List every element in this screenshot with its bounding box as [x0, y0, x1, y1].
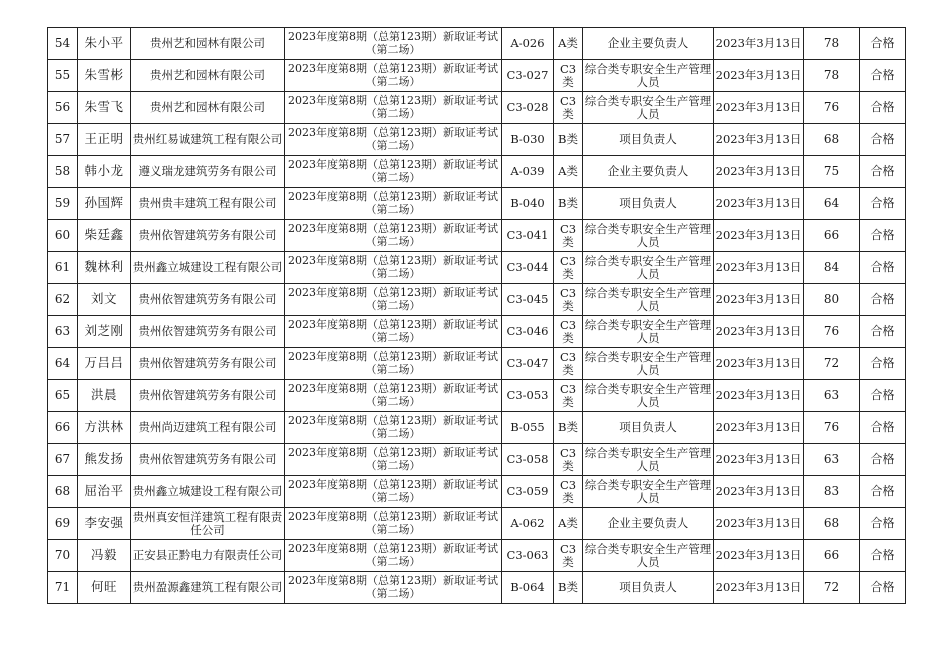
score: 83 [804, 476, 860, 508]
candidate-code: C3-047 [502, 348, 554, 380]
result-status: 合格 [860, 60, 906, 92]
candidate-code: C3-053 [502, 380, 554, 412]
score: 76 [804, 412, 860, 444]
row-number: 67 [48, 444, 78, 476]
score: 64 [804, 188, 860, 220]
category-type: C3类 [554, 92, 583, 124]
exam-session: 2023年度第8期（总第123期）新取证考试（第二场） [285, 92, 502, 124]
candidate-name: 朱小平 [78, 28, 131, 60]
exam-session: 2023年度第8期（总第123期）新取证考试（第二场） [285, 572, 502, 604]
candidate-name: 洪晨 [78, 380, 131, 412]
company-name: 贵州红易诚建筑工程有限公司 [131, 124, 285, 156]
score: 76 [804, 92, 860, 124]
table-row [48, 252, 906, 284]
exam-session: 2023年度第8期（总第123期）新取证考试（第二场） [285, 476, 502, 508]
candidate-code: A-026 [502, 28, 554, 60]
exam-date: 2023年3月13日 [714, 220, 804, 252]
row-number: 59 [48, 188, 78, 220]
exam-session: 2023年度第8期（总第123期）新取证考试（第二场） [285, 412, 502, 444]
company-name: 贵州艺和园林有限公司 [131, 92, 285, 124]
score: 76 [804, 316, 860, 348]
company-name: 贵州艺和园林有限公司 [131, 60, 285, 92]
category-type: C3类 [554, 220, 583, 252]
table-row [48, 316, 906, 348]
candidate-name: 朱雪飞 [78, 92, 131, 124]
position-role: 综合类专职安全生产管理人员 [583, 444, 714, 476]
exam-date: 2023年3月13日 [714, 60, 804, 92]
result-status: 合格 [860, 284, 906, 316]
row-number: 68 [48, 476, 78, 508]
row-number: 64 [48, 348, 78, 380]
exam-session: 2023年度第8期（总第123期）新取证考试（第二场） [285, 348, 502, 380]
score: 63 [804, 444, 860, 476]
category-type: B类 [554, 412, 583, 444]
position-role: 综合类专职安全生产管理人员 [583, 316, 714, 348]
candidate-code: B-064 [502, 572, 554, 604]
position-role: 综合类专职安全生产管理人员 [583, 540, 714, 572]
category-type: C3类 [554, 444, 583, 476]
position-role: 综合类专职安全生产管理人员 [583, 284, 714, 316]
category-type: C3类 [554, 380, 583, 412]
exam-date: 2023年3月13日 [714, 316, 804, 348]
score: 66 [804, 220, 860, 252]
company-name: 贵州依智建筑劳务有限公司 [131, 316, 285, 348]
exam-date: 2023年3月13日 [714, 28, 804, 60]
position-role: 综合类专职安全生产管理人员 [583, 476, 714, 508]
table-row [48, 220, 906, 252]
row-number: 69 [48, 508, 78, 540]
result-status: 合格 [860, 540, 906, 572]
category-type: C3类 [554, 348, 583, 380]
exam-date: 2023年3月13日 [714, 284, 804, 316]
exam-date: 2023年3月13日 [714, 476, 804, 508]
position-role: 综合类专职安全生产管理人员 [583, 252, 714, 284]
result-status: 合格 [860, 380, 906, 412]
candidate-code: C3-044 [502, 252, 554, 284]
score: 72 [804, 348, 860, 380]
exam-date: 2023年3月13日 [714, 92, 804, 124]
exam-session: 2023年度第8期（总第123期）新取证考试（第二场） [285, 28, 502, 60]
exam-session: 2023年度第8期（总第123期）新取证考试（第二场） [285, 316, 502, 348]
category-type: C3类 [554, 540, 583, 572]
company-name: 贵州鑫立城建设工程有限公司 [131, 252, 285, 284]
exam-session: 2023年度第8期（总第123期）新取证考试（第二场） [285, 60, 502, 92]
score: 68 [804, 508, 860, 540]
candidate-code: C3-045 [502, 284, 554, 316]
row-number: 70 [48, 540, 78, 572]
category-type: C3类 [554, 476, 583, 508]
result-status: 合格 [860, 412, 906, 444]
row-number: 65 [48, 380, 78, 412]
candidate-code: C3-027 [502, 60, 554, 92]
position-role: 项目负责人 [583, 572, 714, 604]
company-name: 贵州依智建筑劳务有限公司 [131, 220, 285, 252]
table-row [48, 156, 906, 188]
company-name: 贵州艺和园林有限公司 [131, 28, 285, 60]
score: 68 [804, 124, 860, 156]
position-role: 企业主要负责人 [583, 156, 714, 188]
candidate-name: 熊发扬 [78, 444, 131, 476]
position-role: 企业主要负责人 [583, 28, 714, 60]
row-number: 60 [48, 220, 78, 252]
candidate-name: 万吕吕 [78, 348, 131, 380]
candidate-code: C3-058 [502, 444, 554, 476]
position-role: 综合类专职安全生产管理人员 [583, 380, 714, 412]
exam-session: 2023年度第8期（总第123期）新取证考试（第二场） [285, 124, 502, 156]
table-row [48, 508, 906, 540]
exam-date: 2023年3月13日 [714, 412, 804, 444]
company-name: 贵州依智建筑劳务有限公司 [131, 444, 285, 476]
category-type: A类 [554, 156, 583, 188]
exam-session: 2023年度第8期（总第123期）新取证考试（第二场） [285, 188, 502, 220]
table-row [48, 124, 906, 156]
candidate-name: 何旺 [78, 572, 131, 604]
row-number: 58 [48, 156, 78, 188]
exam-session: 2023年度第8期（总第123期）新取证考试（第二场） [285, 284, 502, 316]
candidate-code: A-062 [502, 508, 554, 540]
result-status: 合格 [860, 252, 906, 284]
result-status: 合格 [860, 476, 906, 508]
exam-session: 2023年度第8期（总第123期）新取证考试（第二场） [285, 220, 502, 252]
exam-session: 2023年度第8期（总第123期）新取证考试（第二场） [285, 252, 502, 284]
candidate-name: 魏林利 [78, 252, 131, 284]
result-status: 合格 [860, 348, 906, 380]
candidate-code: B-055 [502, 412, 554, 444]
category-type: C3类 [554, 284, 583, 316]
exam-session: 2023年度第8期（总第123期）新取证考试（第二场） [285, 540, 502, 572]
row-number: 63 [48, 316, 78, 348]
table-row [48, 380, 906, 412]
candidate-name: 屈治平 [78, 476, 131, 508]
category-type: C3类 [554, 316, 583, 348]
score: 78 [804, 28, 860, 60]
result-status: 合格 [860, 316, 906, 348]
exam-results-table [47, 27, 906, 604]
result-status: 合格 [860, 220, 906, 252]
score: 78 [804, 60, 860, 92]
exam-date: 2023年3月13日 [714, 380, 804, 412]
company-name: 贵州真安恒洋建筑工程有限责任公司 [131, 508, 285, 540]
category-type: B类 [554, 188, 583, 220]
candidate-name: 孙国辉 [78, 188, 131, 220]
category-type: C3类 [554, 60, 583, 92]
candidate-name: 冯毅 [78, 540, 131, 572]
exam-date: 2023年3月13日 [714, 572, 804, 604]
company-name: 正安县正黔电力有限责任公司 [131, 540, 285, 572]
position-role: 综合类专职安全生产管理人员 [583, 92, 714, 124]
table-row [48, 188, 906, 220]
exam-date: 2023年3月13日 [714, 444, 804, 476]
candidate-name: 朱雪彬 [78, 60, 131, 92]
category-type: B类 [554, 124, 583, 156]
company-name: 贵州依智建筑劳务有限公司 [131, 284, 285, 316]
table-row [48, 540, 906, 572]
table-row [48, 284, 906, 316]
table-row [48, 572, 906, 604]
candidate-code: C3-046 [502, 316, 554, 348]
position-role: 综合类专职安全生产管理人员 [583, 220, 714, 252]
category-type: B类 [554, 572, 583, 604]
score: 84 [804, 252, 860, 284]
row-number: 61 [48, 252, 78, 284]
table-row [48, 444, 906, 476]
exam-session: 2023年度第8期（总第123期）新取证考试（第二场） [285, 508, 502, 540]
exam-date: 2023年3月13日 [714, 156, 804, 188]
exam-date: 2023年3月13日 [714, 188, 804, 220]
score: 72 [804, 572, 860, 604]
exam-date: 2023年3月13日 [714, 508, 804, 540]
result-status: 合格 [860, 572, 906, 604]
company-name: 贵州鑫立城建设工程有限公司 [131, 476, 285, 508]
result-status: 合格 [860, 124, 906, 156]
result-status: 合格 [860, 156, 906, 188]
company-name: 贵州盈源鑫建筑工程有限公司 [131, 572, 285, 604]
exam-session: 2023年度第8期（总第123期）新取证考试（第二场） [285, 156, 502, 188]
candidate-code: C3-041 [502, 220, 554, 252]
candidate-code: A-039 [502, 156, 554, 188]
result-status: 合格 [860, 28, 906, 60]
table-row [48, 28, 906, 60]
exam-date: 2023年3月13日 [714, 252, 804, 284]
position-role: 项目负责人 [583, 124, 714, 156]
row-number: 54 [48, 28, 78, 60]
category-type: A类 [554, 508, 583, 540]
candidate-code: C3-028 [502, 92, 554, 124]
table-row [48, 92, 906, 124]
candidate-code: C3-059 [502, 476, 554, 508]
score: 66 [804, 540, 860, 572]
row-number: 57 [48, 124, 78, 156]
row-number: 62 [48, 284, 78, 316]
row-number: 55 [48, 60, 78, 92]
exam-session: 2023年度第8期（总第123期）新取证考试（第二场） [285, 380, 502, 412]
company-name: 贵州依智建筑劳务有限公司 [131, 348, 285, 380]
candidate-code: B-040 [502, 188, 554, 220]
table-row [48, 60, 906, 92]
table-body [48, 28, 906, 604]
table-row [48, 476, 906, 508]
company-name: 贵州贵丰建筑工程有限公司 [131, 188, 285, 220]
position-role: 综合类专职安全生产管理人员 [583, 348, 714, 380]
table-row [48, 348, 906, 380]
category-type: A类 [554, 28, 583, 60]
candidate-code: B-030 [502, 124, 554, 156]
table-row [48, 412, 906, 444]
score: 80 [804, 284, 860, 316]
row-number: 56 [48, 92, 78, 124]
candidate-name: 刘文 [78, 284, 131, 316]
row-number: 71 [48, 572, 78, 604]
company-name: 贵州尚迈建筑工程有限公司 [131, 412, 285, 444]
candidate-name: 柴廷鑫 [78, 220, 131, 252]
candidate-name: 方洪林 [78, 412, 131, 444]
score: 63 [804, 380, 860, 412]
row-number: 66 [48, 412, 78, 444]
candidate-name: 刘芝刚 [78, 316, 131, 348]
position-role: 项目负责人 [583, 188, 714, 220]
candidate-name: 韩小龙 [78, 156, 131, 188]
candidate-name: 李安强 [78, 508, 131, 540]
exam-date: 2023年3月13日 [714, 124, 804, 156]
position-role: 企业主要负责人 [583, 508, 714, 540]
position-role: 综合类专职安全生产管理人员 [583, 60, 714, 92]
candidate-code: C3-063 [502, 540, 554, 572]
result-status: 合格 [860, 508, 906, 540]
position-role: 项目负责人 [583, 412, 714, 444]
exam-session: 2023年度第8期（总第123期）新取证考试（第二场） [285, 444, 502, 476]
exam-date: 2023年3月13日 [714, 348, 804, 380]
score: 75 [804, 156, 860, 188]
result-status: 合格 [860, 444, 906, 476]
candidate-name: 王正明 [78, 124, 131, 156]
category-type: C3类 [554, 252, 583, 284]
exam-date: 2023年3月13日 [714, 540, 804, 572]
company-name: 贵州依智建筑劳务有限公司 [131, 380, 285, 412]
company-name: 遵义瑞龙建筑劳务有限公司 [131, 156, 285, 188]
result-status: 合格 [860, 92, 906, 124]
result-status: 合格 [860, 188, 906, 220]
